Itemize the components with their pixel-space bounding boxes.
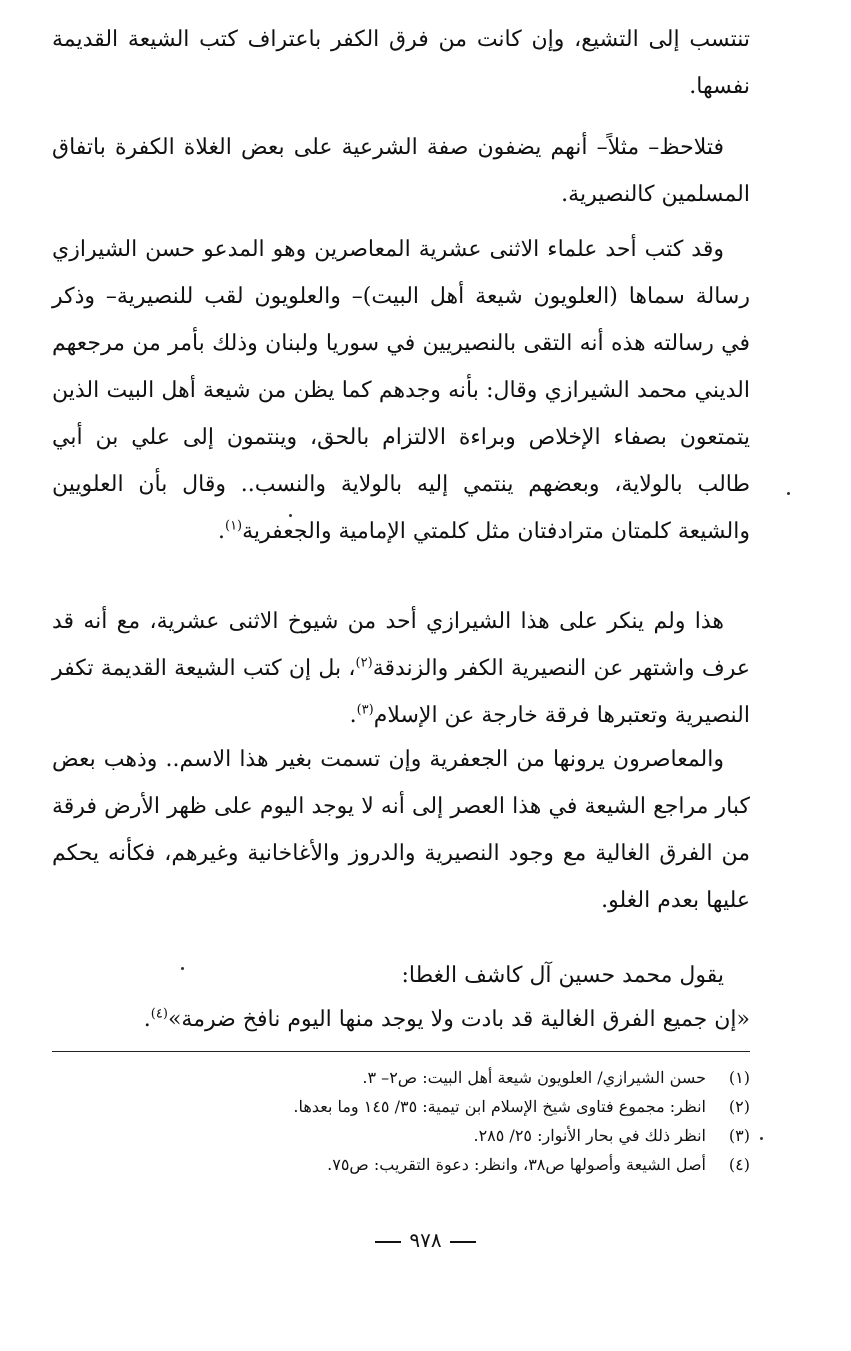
paragraph-6-block: [52, 952, 750, 999]
footnote-text: أصل الشيعة وأصولها ص٣٨، وانظر: دعوة التقريب: ص٧٥.: [327, 1155, 706, 1174]
page-number-value: ٩٧٨: [409, 1228, 442, 1252]
footnotes-list: [52, 1063, 750, 1179]
paragraph-1: تنتسب إلى التشيع، وإن كانت من فرق الكفر باعتراف كتب الشيعة القديمة نفسها.: [52, 27, 750, 99]
paragraph-4-text-b: ، بل إن كتب الشيعة القديمة تكفر النصيرية وتعتبرها فرقة خارجة عن الإسلام: [52, 656, 750, 728]
page-number-dash-right: [375, 1241, 401, 1243]
footnote-item: [52, 1150, 750, 1179]
paragraph-2: فتلاحظ– مثلاً– أنهم يضفون صفة الشرعية على بعض الغلاة الكفرة باتفاق المسلمين كالنصيرية.: [52, 135, 750, 207]
paragraph-2-block: [52, 124, 750, 218]
page-number: [0, 1228, 851, 1252]
footnote-separator: [52, 1051, 750, 1052]
footnote-ref-2: (٢): [355, 655, 373, 671]
paragraph-6: يقول محمد حسين آل كاشف الغطا:: [401, 963, 724, 988]
paragraph-3: [52, 226, 750, 555]
footnote-item: [52, 1121, 750, 1150]
footnote-number: (٢): [728, 1097, 750, 1116]
footnote-number: (٤): [728, 1155, 750, 1174]
quote-block: [52, 996, 750, 1043]
quote-body: «إن جميع الفرق الغالية قد بادت ولا يوجد منها اليوم نافخ ضرمة»: [167, 1007, 750, 1032]
paragraph-5-block: [52, 736, 750, 924]
scan-speck: [289, 514, 292, 517]
paragraph-continuation: [52, 16, 750, 110]
scan-speck: [760, 1137, 763, 1140]
footnote-number: (٣): [728, 1126, 750, 1145]
footnote-text: حسن الشيرازي/ العلويون شيعة أهل البيت: ص٢– ٣.: [362, 1068, 706, 1087]
scan-speck: [181, 967, 184, 970]
paragraph-4: [52, 598, 750, 739]
footnote-item: [52, 1092, 750, 1121]
footnote-text: انظر: مجموع فتاوى شيخ الإسلام ابن تيمية: ٣٥/ ١٤٥ وما بعدها.: [293, 1097, 706, 1116]
paragraph-3-end: .: [217, 519, 225, 544]
paragraph-4-text-a: هذا ولم ينكر على هذا الشيرازي أحد من شيوخ الاثنى عشرية، مع أنه قد عرف واشتهر عن النصيرية الكفر والزندقة: [52, 609, 750, 681]
paragraph-4-end: .: [349, 703, 357, 728]
footnote-number: (١): [728, 1068, 750, 1087]
footnote-ref-4: (٤): [150, 1006, 168, 1022]
footnote-item: [52, 1063, 750, 1092]
quote-end: .: [143, 1007, 151, 1032]
footnote-text: انظر ذلك في بحار الأنوار: ٢٥/ ٢٨٥.: [473, 1126, 706, 1145]
paragraph-3-block: [52, 226, 750, 555]
scan-speck: [787, 492, 790, 495]
paragraph-3-text: وقد كتب أحد علماء الاثنى عشرية المعاصرين وهو المدعو حسن الشيرازي رسالة سماها (العلويون شيعة أهل البيت)– والعلويون لقب للنصيرية– وذكر في رسالته هذه أنه التقى بالنصيريين في سوريا ولبنان وذلك بأمر من مرجعهم الديني محمد الشيرازي وقال: بأنه وجدهم كما يظن من شيعة أهل البيت الذين يتمتعون بصفاء الإخلاص وبراءة الالتزام بالحق، وينتمون إلى علي بن أبي طالب بالولاية، وبعضهم ينتمي إليه بالولاية والنسب.. وقال بأن العلويين والشيعة كلمتان مترادفتان مثل كلمتي الإمامية والجعفرية: [52, 237, 750, 544]
paragraph-5: والمعاصرون يرونها من الجعفرية وإن تسمت بغير هذا الاسم.. وذهب بعض كبار مراجع الشيعة في هذا العصر إلى أنه لا يوجد اليوم على ظهر الأرض فرقة من الفرق الغالية مع وجود النصيرية والدروز والأغاخانية وغيرهم، فكأنه يحكم عليها بعدم الغلو.: [52, 747, 750, 913]
footnote-ref-1: (١): [224, 518, 243, 534]
quote-text: [52, 996, 750, 1043]
footnote-ref-3: (٣): [356, 702, 374, 718]
paragraph-4-block: [52, 598, 750, 739]
page-number-dash-left: [450, 1241, 476, 1243]
